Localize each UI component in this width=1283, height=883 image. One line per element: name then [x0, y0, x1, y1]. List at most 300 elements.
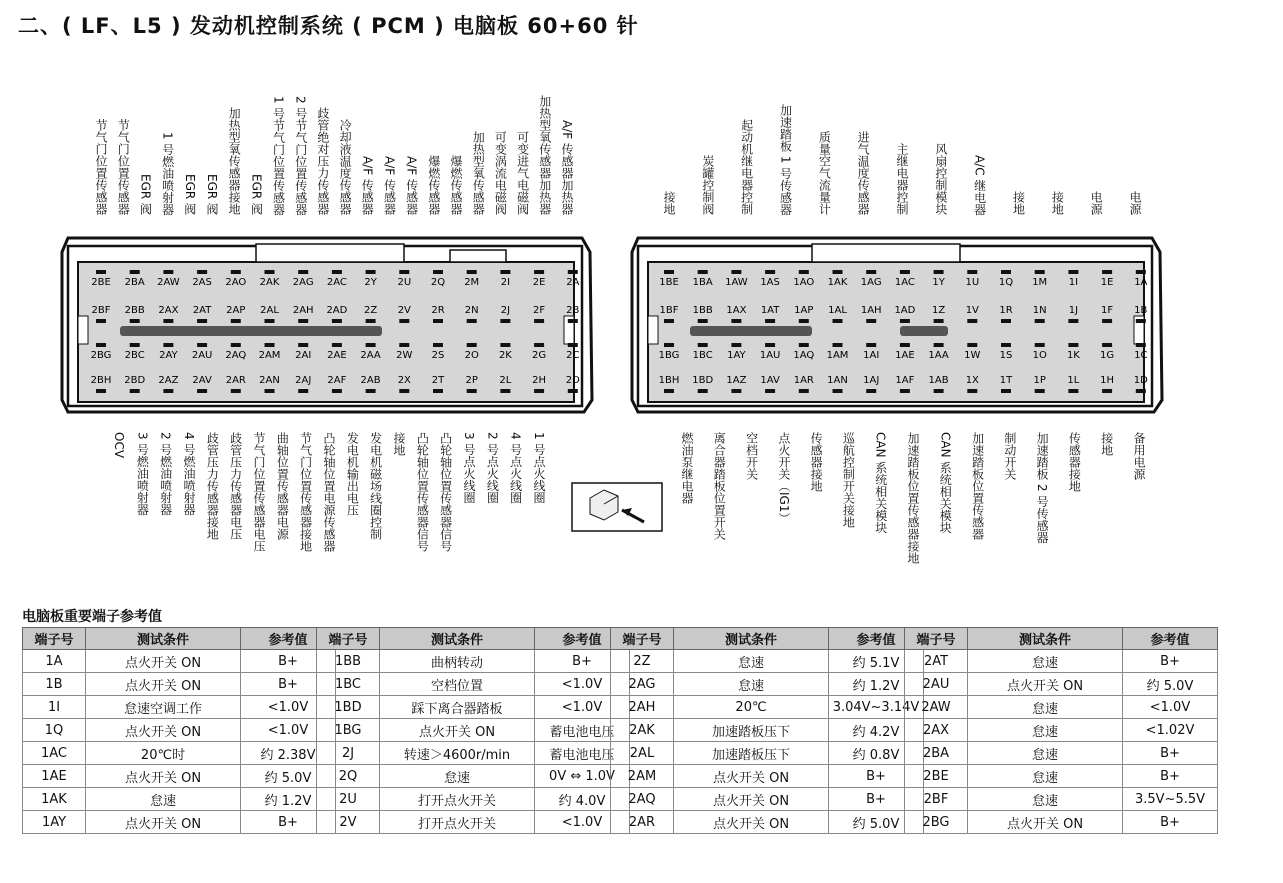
signal-label: EGR 阀 [138, 173, 153, 215]
table-cell: 约 4.2V [829, 719, 924, 742]
signal-label: 炭罐控制阀 [700, 155, 715, 215]
pin-label: 2AH [292, 305, 314, 316]
pin-label: 1X [965, 375, 979, 386]
pin-slot-marker [130, 389, 140, 393]
pin-slot-marker [664, 319, 674, 323]
pin-slot-marker [163, 319, 173, 323]
table-cell: 1AY [23, 811, 86, 834]
pin-label: 2BB [124, 305, 145, 316]
table-cell: 怠速 [968, 788, 1123, 811]
signal-label: 歧管绝对压力传感器 [315, 107, 330, 215]
table-cell: 2AT [905, 650, 968, 673]
pin-slot-marker [698, 319, 708, 323]
table-row [905, 765, 1218, 788]
pin-label: 2B [566, 305, 580, 316]
pin-slot-marker [332, 343, 342, 347]
table-cell: 1BG [317, 719, 380, 742]
table-cell: 点火开关 ON [86, 719, 241, 742]
pin-label: 1Y [932, 277, 945, 288]
signal-label: 3 号燃油喷射器 [135, 432, 150, 516]
table-cell: 2BG [905, 811, 968, 834]
pin-label: 2C [566, 350, 580, 361]
pin-label: 1AD [894, 305, 916, 316]
pin-label: 2AX [158, 305, 179, 316]
table-row [23, 788, 336, 811]
pin-slot-marker [765, 319, 775, 323]
pin-slot-marker [534, 389, 544, 393]
table-row [611, 719, 924, 742]
table-cell: 点火开关 ON [674, 788, 829, 811]
table-header: 端子号 [611, 628, 674, 650]
signal-label: 可变进气电磁阀 [515, 131, 530, 215]
pin-slot-marker [698, 343, 708, 347]
table-row [611, 650, 924, 673]
table-cell: 3.5V~5.5V [1123, 788, 1218, 811]
reference-table [610, 627, 924, 834]
table-row [905, 650, 1218, 673]
pin-slot-marker [433, 270, 443, 274]
pin-slot-marker [833, 343, 843, 347]
pin-label: 2BF [91, 305, 111, 316]
pin-label: 2AK [259, 277, 280, 288]
signal-label: 节气门位置传感器 [94, 119, 108, 215]
table-cell: 约 0.8V [829, 742, 924, 765]
pin-slot-marker [231, 389, 241, 393]
pin-label: 2G [532, 350, 547, 361]
table-cell: 约 5.0V [829, 811, 924, 834]
pin-label: 2S [431, 350, 445, 361]
pin-slot-marker [934, 270, 944, 274]
signal-label: 起动机继电器控制 [739, 119, 754, 215]
pin-slot-marker [1035, 270, 1045, 274]
pin-label: 1AZ [726, 375, 747, 386]
table-cell: 怠速 [968, 742, 1123, 765]
pin-label: 1L [1067, 375, 1080, 386]
pin-label: 2BD [124, 375, 146, 386]
pin-slot-marker [433, 389, 443, 393]
table-cell: 1BB [317, 650, 380, 673]
pin-slot-marker [664, 389, 674, 393]
table-row [23, 765, 336, 788]
signal-label: 节气门位置传感器 [116, 119, 131, 215]
pin-label: 2AJ [295, 375, 312, 386]
pin-label: 1N [1032, 305, 1047, 316]
signal-label: 发电机输出电压 [345, 432, 360, 516]
table-header: 测试条件 [968, 628, 1123, 650]
pin-label: 2AS [192, 277, 212, 288]
table-cell: 2U [317, 788, 380, 811]
pin-slot-marker [967, 319, 977, 323]
table-cell: 约 1.2V [241, 788, 336, 811]
pin-label: 2Z [363, 305, 378, 316]
pin-slot-marker [799, 270, 809, 274]
pin-label: 2Q [430, 277, 446, 288]
table-cell: 2AW [905, 696, 968, 719]
signal-label: 电源 [1128, 191, 1142, 215]
table-row [317, 765, 630, 788]
signal-label: 爆燃传感器 [426, 155, 441, 215]
table-cell: 1AC [23, 742, 86, 765]
pin-slot-marker [399, 389, 409, 393]
pin-label: 1AG [860, 277, 882, 288]
table-cell: 2AM [611, 765, 674, 788]
pin-slot-marker [698, 389, 708, 393]
pin-slot-marker [130, 319, 140, 323]
table-row [611, 673, 924, 696]
table-cell: 转速＞4600r/min [380, 742, 535, 765]
pin-slot-marker [96, 389, 106, 393]
signal-label: 质量空气流量计 [817, 131, 832, 215]
pin-label: 1U [965, 277, 980, 288]
pin-slot-marker [934, 389, 944, 393]
pin-slot-marker [197, 389, 207, 393]
pin-slot-marker [765, 343, 775, 347]
pin-label: 2AN [259, 375, 280, 386]
pin-label: 2J [500, 305, 511, 316]
table-header: 参考值 [1123, 628, 1218, 650]
pin-label: 1AS [760, 277, 780, 288]
pin-label: 1D [1133, 375, 1148, 386]
table-row [317, 696, 630, 719]
pin-label: 2AF [327, 375, 347, 386]
table-row [317, 719, 630, 742]
table-cell: B+ [1123, 811, 1218, 834]
pin-slot-marker [765, 270, 775, 274]
table-cell: 加速踏板压下 [674, 719, 829, 742]
signal-label: 可变涡流电磁阀 [493, 131, 508, 215]
pin-slot-marker [163, 389, 173, 393]
signal-label: A/F 传感器加热器 [560, 120, 574, 215]
signal-label: 接地 [1050, 191, 1065, 215]
table-cell: 2AR [611, 811, 674, 834]
reference-table [904, 627, 1218, 834]
table-cell: 点火开关 ON [674, 765, 829, 788]
pin-slot-marker [96, 270, 106, 274]
pin-slot-marker [967, 343, 977, 347]
pin-slot-marker [265, 319, 275, 323]
signal-label: 3 号点火线圈 [462, 432, 476, 504]
pin-slot-marker [900, 270, 910, 274]
pin-slot-marker [1001, 343, 1011, 347]
table-cell: <1.0V [241, 696, 336, 719]
pin-label: 1AP [794, 305, 814, 316]
table-cell: 2AL [611, 742, 674, 765]
table-cell: 约 5.0V [241, 765, 336, 788]
pin-slot-marker [130, 270, 140, 274]
pin-slot-marker [231, 343, 241, 347]
table-cell: B+ [829, 788, 924, 811]
pin-slot-marker [900, 389, 910, 393]
table-cell: B+ [535, 650, 630, 673]
pin-label: 1G [1100, 350, 1115, 361]
pin-slot-marker [399, 270, 409, 274]
pin-slot-marker [332, 270, 342, 274]
pin-slot-marker [568, 270, 578, 274]
table-cell: 1BC [317, 673, 380, 696]
table-row [905, 719, 1218, 742]
table-header: 测试条件 [86, 628, 241, 650]
pin-slot-marker [967, 270, 977, 274]
signal-label: 接地 [1011, 191, 1026, 215]
pin-label: 2X [397, 375, 411, 386]
pin-slot-marker [866, 270, 876, 274]
pin-slot-marker [467, 270, 477, 274]
pin-label: 2AM [258, 350, 281, 361]
signal-label: 巡航控制开关接地 [841, 432, 856, 528]
pin-label: 1S [999, 350, 1013, 361]
pin-slot-marker [664, 343, 674, 347]
pin-slot-marker [934, 343, 944, 347]
signal-label: 1 号燃油喷射器 [160, 131, 175, 215]
table-row [23, 673, 336, 696]
pin-slot-marker [298, 319, 308, 323]
table-row [611, 696, 924, 719]
pin-slot-marker [265, 343, 275, 347]
pin-label: 1AV [760, 375, 780, 386]
pin-slot-marker [231, 319, 241, 323]
pin-label: 2M [464, 277, 480, 288]
pin-slot-marker [799, 389, 809, 393]
signal-label: 歧管压力传感器接地 [205, 432, 220, 540]
signal-label: 加速踏板 1 号传感器 [778, 103, 793, 215]
table-cell: 1AK [23, 788, 86, 811]
pin-label: 2K [498, 350, 512, 361]
table-cell: 点火开关 ON [674, 811, 829, 834]
signal-label: 加速踏板位置传感器接地 [906, 432, 920, 564]
pin-slot-marker [568, 389, 578, 393]
signal-label: 爆燃传感器 [449, 155, 464, 215]
pin-label: 1AY [727, 350, 746, 361]
table-row [317, 650, 630, 673]
pin-label: 1AA [928, 350, 949, 361]
table-row [905, 673, 1218, 696]
signal-label: 2 号节气门位置传感器 [293, 95, 308, 215]
pin-slot-marker [231, 270, 241, 274]
pin-slot-marker [833, 389, 843, 393]
pin-label: 2AT [192, 305, 212, 316]
reference-table [22, 627, 336, 834]
table-cell: 2AG [611, 673, 674, 696]
pin-label: 1H [1100, 375, 1115, 386]
pin-slot-marker [1136, 389, 1146, 393]
pin-label: 2AD [326, 305, 348, 316]
pin-label: 1AI [863, 350, 880, 361]
pin-slot-marker [163, 343, 173, 347]
pin-slot-marker [1136, 343, 1146, 347]
pin-label: 2R [431, 305, 445, 316]
table-cell: 点火开关 ON [380, 719, 535, 742]
table-cell: B+ [241, 650, 336, 673]
pin-label: 1BH [658, 375, 680, 386]
table-cell: B+ [241, 673, 336, 696]
table-cell: 怠速 [968, 719, 1123, 742]
table-row [317, 811, 630, 834]
pin-label: 1BF [659, 305, 679, 316]
pin-label: 2V [397, 305, 411, 316]
pin-slot-marker [1035, 389, 1045, 393]
pin-label: 1BA [692, 277, 713, 288]
table-cell: <1.0V [535, 673, 630, 696]
pin-label: 1C [1134, 350, 1148, 361]
signal-label: 加速踏板 2 号传感器 [1035, 432, 1050, 544]
pin-label: 1O [1032, 350, 1047, 361]
table-row [317, 788, 630, 811]
pin-slot-marker [366, 389, 376, 393]
signal-label: 1 号节气门位置传感器 [271, 95, 286, 215]
table-cell: 点火开关 ON [86, 811, 241, 834]
signal-label: 加热型氧传感器 [471, 131, 486, 215]
pin-label: 2P [465, 375, 478, 386]
pin-slot-marker [934, 319, 944, 323]
pin-slot-marker [731, 343, 741, 347]
table-header: 端子号 [317, 628, 380, 650]
pin-label: 2I [500, 277, 511, 288]
pin-slot-marker [967, 389, 977, 393]
pin-label: 1AR [793, 375, 814, 386]
table-header: 参考值 [241, 628, 336, 650]
pin-slot-marker [833, 319, 843, 323]
pin-slot-marker [197, 319, 207, 323]
table-cell: 怠速 [968, 650, 1123, 673]
pin-slot-marker [366, 319, 376, 323]
pin-label: 2U [397, 277, 412, 288]
pin-label: 2AR [225, 375, 246, 386]
pin-label: 1AX [726, 305, 747, 316]
pin-slot-marker [1035, 343, 1045, 347]
pin-label: 1AU [759, 350, 781, 361]
pin-slot-marker [866, 389, 876, 393]
pin-slot-marker [1068, 319, 1078, 323]
table-cell: 2J [317, 742, 380, 765]
signal-label: 进气温度传感器 [856, 131, 871, 215]
pin-label: 1B [1134, 305, 1148, 316]
table-cell: <1.0V [1123, 696, 1218, 719]
table-cell: B+ [829, 765, 924, 788]
pin-slot-marker [534, 343, 544, 347]
table-cell: 怠速空调工作 [86, 696, 241, 719]
pin-slot-marker [731, 270, 741, 274]
table-cell: 1I [23, 696, 86, 719]
table-cell: 点火开关 ON [86, 650, 241, 673]
table-cell: 打开点火开关 [380, 811, 535, 834]
signal-label: 备用电源 [1132, 432, 1146, 480]
table-cell: 点火开关 ON [86, 673, 241, 696]
pin-label: 1P [1033, 375, 1046, 386]
pin-slot-marker [130, 343, 140, 347]
pin-slot-marker [467, 343, 477, 347]
pin-label: 2AY [159, 350, 178, 361]
pin-slot-marker [332, 319, 342, 323]
table-cell: 怠速 [674, 673, 829, 696]
pin-slot-marker [366, 343, 376, 347]
pin-slot-marker [1035, 319, 1045, 323]
pin-label: 1A [1134, 277, 1148, 288]
pin-slot-marker [265, 389, 275, 393]
pin-slot-marker [1001, 319, 1011, 323]
pin-label: 2W [396, 350, 413, 361]
pin-slot-marker [197, 343, 207, 347]
pin-slot-marker [833, 270, 843, 274]
signal-label: 4 号燃油喷射器 [182, 432, 196, 516]
pin-slot-marker [433, 343, 443, 347]
signal-label: 加速踏板位置传感器 [970, 432, 985, 540]
pin-slot-marker [1001, 389, 1011, 393]
pin-label: 1Z [931, 305, 946, 316]
table-cell: B+ [1123, 742, 1218, 765]
pin-label: 1AQ [793, 350, 815, 361]
pin-label: 1W [964, 350, 981, 361]
pin-slot-marker [1068, 343, 1078, 347]
pin-slot-marker [799, 343, 809, 347]
table-cell: B+ [1123, 650, 1218, 673]
pin-label: 1BE [659, 277, 679, 288]
signal-label: EGR 阀 [204, 173, 219, 215]
pin-label: 1AH [860, 305, 882, 316]
pin-label: 1AW [725, 277, 748, 288]
signal-label: 电源 [1089, 191, 1104, 215]
signal-label: 主继电器控制 [895, 143, 909, 215]
table-cell: 约 5.0V [1123, 673, 1218, 696]
table-cell: 打开点火开关 [380, 788, 535, 811]
table-cell: B+ [241, 811, 336, 834]
pin-label: 1AE [895, 350, 915, 361]
pin-slot-marker [1068, 270, 1078, 274]
pin-label: 2AU [191, 350, 213, 361]
pin-label: 2L [499, 375, 512, 386]
table-cell: 蓄电池电压 [535, 742, 630, 765]
pin-label: 2AI [295, 350, 312, 361]
pin-slot-marker [500, 319, 510, 323]
pin-slot-marker [568, 343, 578, 347]
pin-label: 2AC [326, 277, 347, 288]
pin-slot-marker [298, 270, 308, 274]
signal-label: 2 号燃油喷射器 [158, 432, 173, 516]
table-cell: 20℃ [674, 696, 829, 719]
table-cell: 2BA [905, 742, 968, 765]
pin-label: 1BG [658, 350, 680, 361]
pin-label: 2A [566, 277, 580, 288]
pin-label: 2AE [327, 350, 347, 361]
signal-label: 冷却液温度传感器 [338, 119, 353, 215]
pin-slot-marker [399, 319, 409, 323]
pin-label: 1K [1066, 350, 1080, 361]
table-cell: 1Q [23, 719, 86, 742]
pin-label: 2BH [90, 375, 112, 386]
pin-slot-marker [900, 319, 910, 323]
signal-label: 加热型氧传感器接地 [227, 107, 242, 215]
pin-label: 2AV [192, 375, 212, 386]
pin-slot-marker [1136, 270, 1146, 274]
pin-label: 1AC [894, 277, 915, 288]
pin-slot-marker [698, 270, 708, 274]
table-row [905, 788, 1218, 811]
table-cell: 2AU [905, 673, 968, 696]
pin-slot-marker [366, 270, 376, 274]
pin-label: 1BD [692, 375, 714, 386]
table-cell: 1A [23, 650, 86, 673]
pin-label: 2T [431, 375, 445, 386]
pin-label: 1I [1068, 277, 1079, 288]
pin-slot-marker [1102, 389, 1112, 393]
pin-label: 1AO [793, 277, 815, 288]
table-row [905, 811, 1218, 834]
pin-label: 2BE [91, 277, 111, 288]
pin-label: 2AB [360, 375, 381, 386]
table-cell: 2AQ [611, 788, 674, 811]
signal-label: 发电机磁场线圈控制 [368, 432, 383, 540]
table-cell: 加速踏板压下 [674, 742, 829, 765]
pin-label: 1E [1100, 277, 1114, 288]
